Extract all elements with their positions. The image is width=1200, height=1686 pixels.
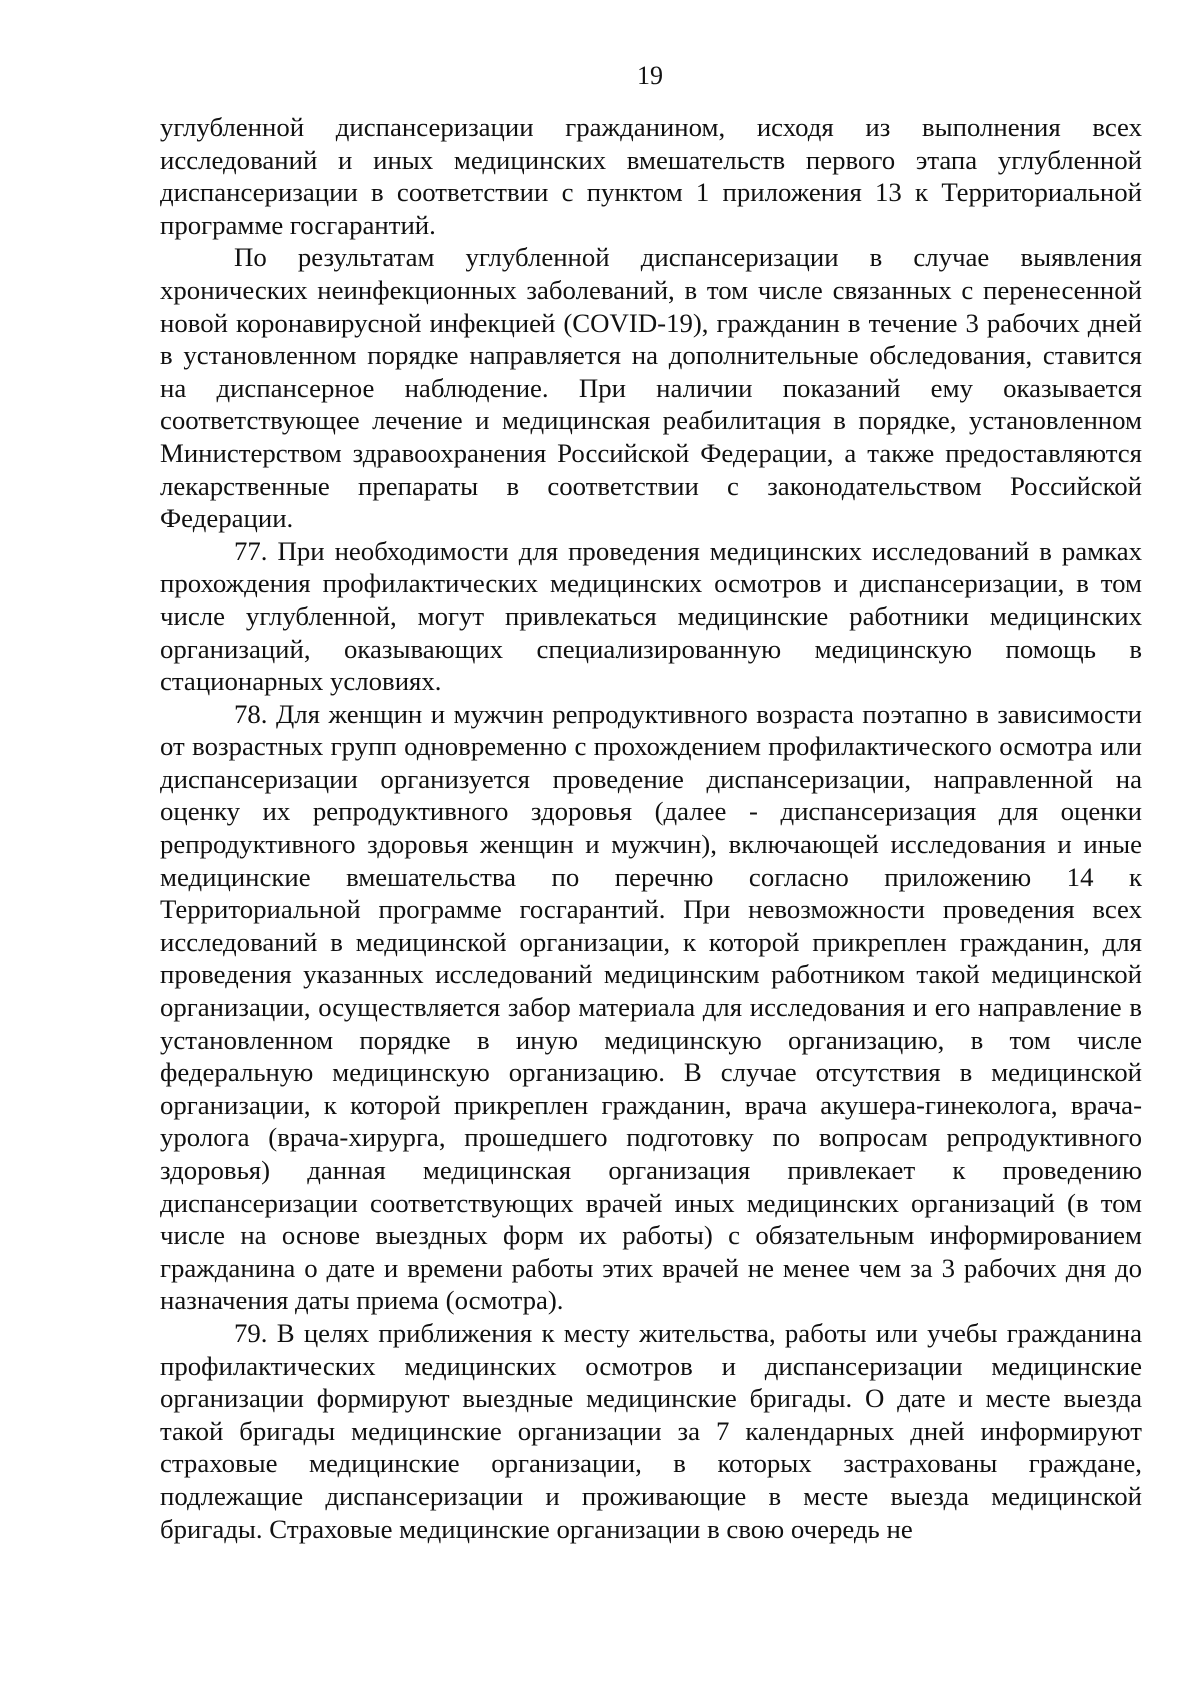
paragraph-79: 79. В целях приближения к месту жительства, работы или учебы гражданина профилактических медицинских осмотров и диспансеризации медицинские организации формируют выездные медицинские бригады. О дате и месте выезда такой бригады медицинские организации за 7 календарных дней информируют страховые медицинские организации, в которых застрахованы граждане, подлежащие диспансеризации и проживающие в месте выезда медицинской бригады. Страховые медицинские организации в свою очередь не [160,1317,1142,1544]
page-number: 19 [637,61,663,90]
document-body [160,111,1142,1545]
paragraph-77: 77. При необходимости для проведения медицинских исследований в рамках прохождения профилактических медицинских осмотров и диспансеризации, в том числе углубленной, могут привлекаться медицинские работники медицинских организаций, оказывающих специализированную медицинскую помощь в стационарных условиях. [160,535,1142,697]
paragraph-continuation: углубленной диспансеризации гражданином, исходя из выполнения всех исследований и иных медицинских вмешательств первого этапа углубленной диспансеризации в соответствии с пунктом 1 приложения 13 к Территориальной программе госгарантий. [160,112,1142,240]
paragraph-deep-dispensarization-results: По результатам углубленной диспансеризации в случае выявления хронических неинфекционных заболеваний, в том числе связанных с перенесенной новой коронавирусной инфекцией (COVID-19), гражданин в течение 3 рабочих дней в установленном порядке направляется на дополнительные обследования, ставится на диспансерное наблюдение. При наличии показаний ему оказывается соответствующее лечение и медицинская реабилитация в порядке, установленном Министерством здравоохранения Российской Федерации, а также предоставляются лекарственные препараты в соответствии с законодательством Российской Федерации. [160,242,1142,534]
paragraph-78: 78. Для женщин и мужчин репродуктивного возраста поэтапно в зависимости от возрастных групп одновременно с прохождением профилактического осмотра или диспансеризации организуется проведение диспансеризации, направленной на оценку их репродуктивного здоровья (далее - диспансеризация для оценки репродуктивного здоровья женщин и мужчин), включающей исследования и иные медицинские вмешательства по перечню согласно приложению 14 к Территориальной программе госгарантий. При невозможности проведения всех исследований в медицинской организации, к которой прикреплен гражданин, для проведения указанных исследований медицинским работником такой медицинской организации, осуществляется забор материала для исследования и его направление в установленном порядке в иную медицинскую организацию, в том числе федеральную медицинскую организацию. В случае отсутствия в медицинской организации, к которой прикреплен гражданин, врача акушера-гинеколога, врача-уролога (врача-хирурга, прошедшего подготовку по вопросам репродуктивного здоровья) данная медицинская организация привлекает к проведению диспансеризации соответствующих врачей иных медицинских организаций (в том числе на основе выездных форм их работы) с обязательным информированием гражданина о дате и времени работы этих врачей не менее чем за 3 рабочих дня до назначения даты приема (осмотра). [160,698,1142,1316]
